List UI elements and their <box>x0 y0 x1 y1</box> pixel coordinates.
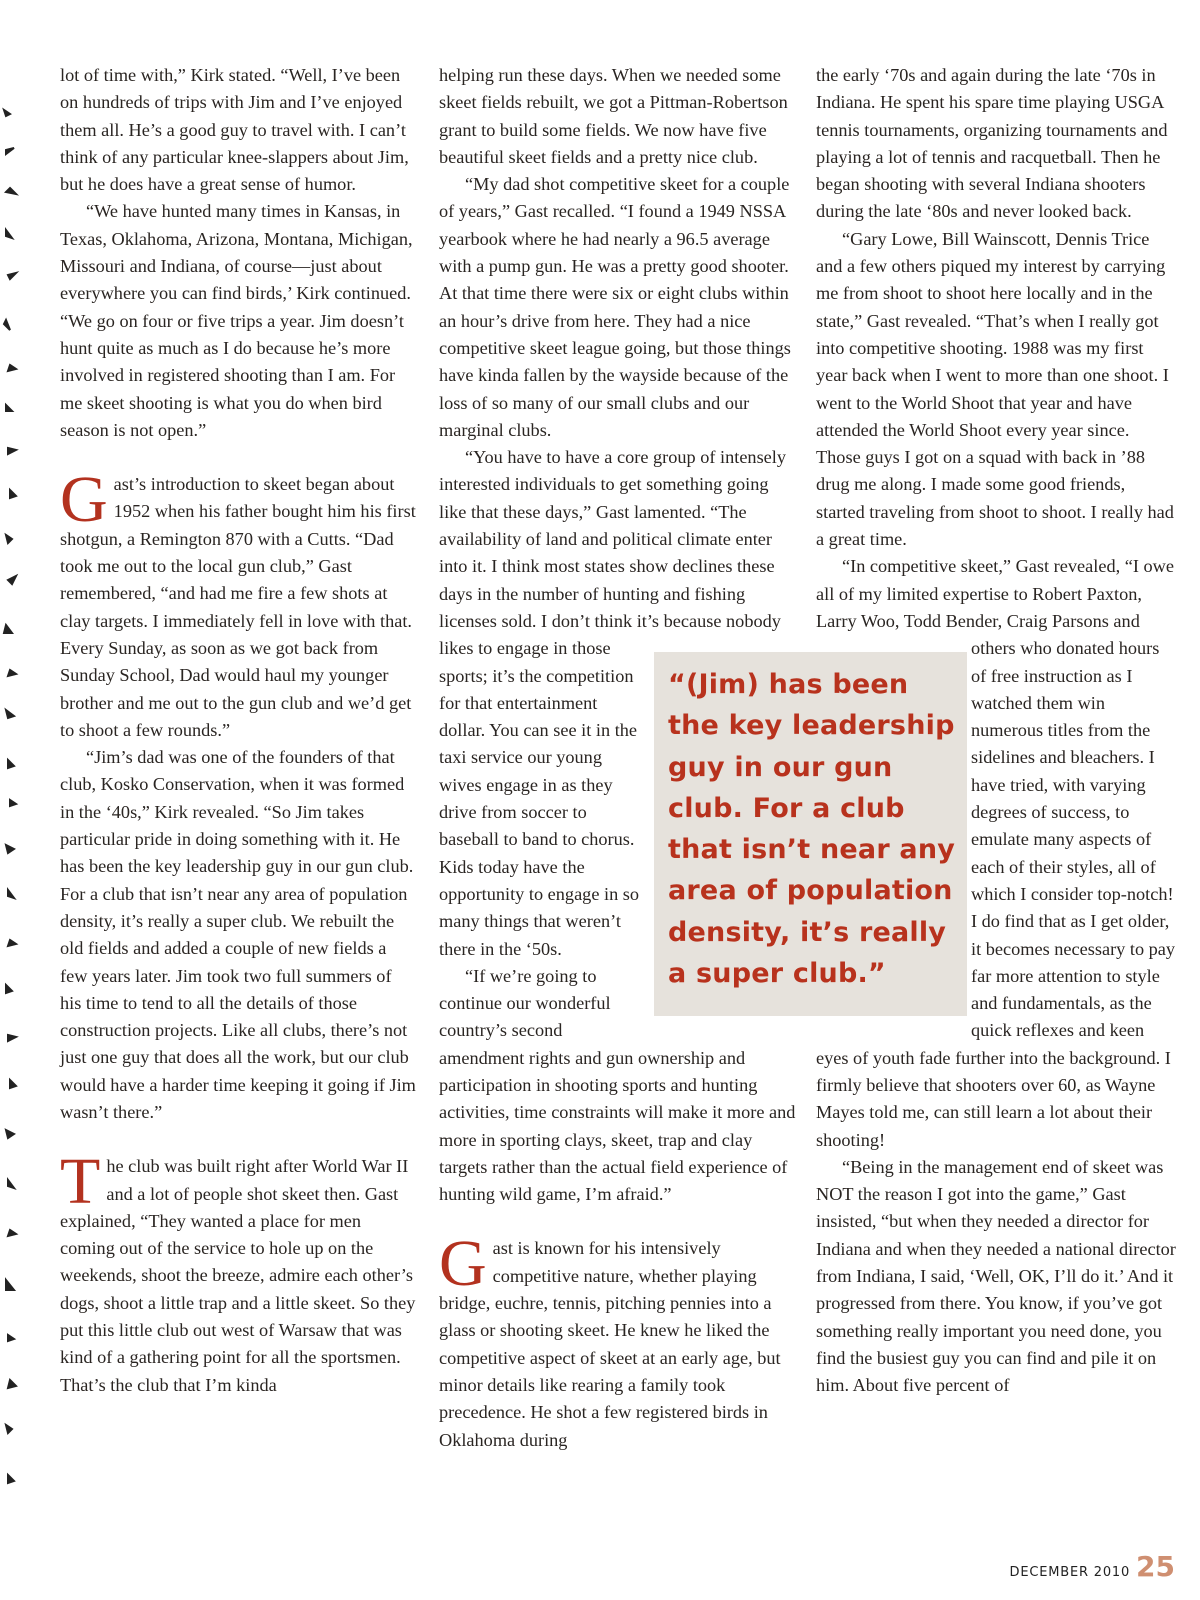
drop-cap: G <box>439 1227 487 1301</box>
col2-paragraph-5-text: ast is known for his intensively competitive nature, whether playing bridge, euchre, tennis, pitching pennies into a glass or shooting skeet. He knew he liked the competitive aspect of skeet at an early age, but minor details like rearing a family took precedence. He shot a few registered birds in Oklahoma during <box>439 1238 781 1450</box>
col2-paragraph-3-text: “You have to have a core group of intensely interested individuals to get something going like that these days,” Gast lamented. “The availability of land and political climate enter into it. I think most states show declines these days in the number of hunting and fishing licenses sold. I don’t think it’s because nobody likes to engage in those sports; it’s the competition for that entertainment dollar. You can see it in the taxi service our young wives engage in as they drive from soccer to baseball to band to chorus. Kids today have the opportunity to engage in so many things that weren’t there in the ‘50s. <box>439 447 787 959</box>
page-footer <box>1010 1550 1175 1583</box>
margin-marks-graphic <box>0 80 24 1540</box>
section-gap <box>60 1126 416 1153</box>
col2-paragraph-4: “If we’re going to continue our wonderful country’s second amendment rights and gun ownership and participation in shooting sports and hunting activities, time constraints will make it more and more in sporting clays, skeet, trap and clay targets rather than the actual field experience of hunting wild game, I’m afraid.” <box>439 965 796 1205</box>
section-gap <box>60 444 416 471</box>
col3-paragraph-2: “Gary Lowe, Bill Wainscott, Dennis Trice and a few others piqued my interest by carrying me from shoot to shoot here locally and in the state,” Gast revealed. “That’s when I really got into competitive shooting. 1988 was my first year back when I went to more than one shoot. I went to the World Shoot that year and have attended the World Shoot every year since. Those guys I got on a squad with back in ’88 drug me along. I made some good friends, started traveling from shoot to shoot. I really had a great time. <box>816 228 1174 550</box>
col1-paragraph-5 <box>60 1145 416 1399</box>
col1-paragraph-3-text: ast’s introduction to skeet began about 1952 when his father bought him his first shotgun, a Remington 870 with a Cutts. “Dad took me out to the local gun club,” Gast remembered, “and had me fire a few shots at clay targets. I immediately fell in love with that. Every Sunday, as soon as we got back from Sunday School, Dad would haul my younger brother and me out to the gun club and we’d get to shoot a few rounds.” <box>60 474 416 740</box>
col2-paragraph-1: helping run these days. When we needed some skeet fields rebuilt, we got a Pittman-Robertson grant to build some fields. We now have five beautiful skeet fields and a pretty nice club. <box>439 65 788 167</box>
col3-paragraph-1: the early ‘70s and again during the late ‘70s in Indiana. He spent his spare time playing USGA tennis tournaments, organizing tournaments and playing a lot of tennis and racquetball. Then he began shooting with several Indiana shooters during the late ‘80s and never looked back. <box>816 65 1168 222</box>
col3-paragraph-3-text: “In competitive skeet,” Gast revealed, “I owe all of my limited expertise to Robert Paxton, Larry Woo, Todd Bender, Craig Parsons and others who donated hours of free instruction as I watched them win numerous titles from the sidelines and bleachers. I have tried, with varying degrees of success, to emulate many aspects of each of their styles, all of which I consider top-notch! I do find that as I get older, it becomes necessary to pay far more attention to style and fundamentals, as the quick reflexes and keen eyes of youth fade further into the background. I firmly believe that shooters over 60, as Wayne Mayes told me, can still learn a lot about their shooting! <box>816 556 1176 1150</box>
issue-date: DECEMBER 2010 <box>1009 1565 1131 1580</box>
col1-paragraph-4: “Jim’s dad was one of the founders of that club, Kosko Conservation, when it was formed in the ‘40s,” Kirk revealed. “So Jim takes particular pride in doing something with it. He has been the key leadership guy in our gun club. For a club that isn’t near any area of population density, it’s really a super club. We rebuilt the old fields and added a couple of new fields a few years later. Jim took two full summers of his time to tend to all the details of those construction projects. Like all clubs, there’s not just one guy that does all the work, but our club would have a harder time keeping it going if Jim wasn’t there.” <box>60 747 416 1122</box>
col2-paragraph-5 <box>439 1227 797 1453</box>
drop-cap: G <box>60 463 108 537</box>
col1-paragraph-1: lot of time with,” Kirk stated. “Well, I’ve been on hundreds of trips with Jim and I’ve enjoyed them all. He’s a good guy to travel with. I can’t think of any particular knee-slappers about Jim, but he does have a great sense of humor. <box>60 65 409 195</box>
col1-paragraph-5-text: he club was built right after World War II and a lot of people shot skeet then. Gast explained, “They wanted a place for men coming out of the service to hole up on the weekends, shoot the breeze, admire each other’s dogs, shoot a little trap and a little skeet. So they put this little club out west of Warsaw that was kind of a gathering point for all the sportsmen. That’s the club that I’m kinda <box>60 1156 416 1395</box>
section-gap <box>439 1208 797 1235</box>
drop-cap: T <box>60 1145 101 1219</box>
col3-paragraph-4: “Being in the management end of skeet was NOT the reason I got into the game,” Gast insisted, “but when they needed a director for Indiana and when they needed a national director from Indiana, I said, ‘Well, OK, I’ll do it.’ And it progressed from there. You know, if you’ve got something really important you need done, you find the busiest guy you can find and pile it on him. About five percent of <box>816 1156 1176 1396</box>
col1-paragraph-3 <box>60 463 416 744</box>
binding-margin-marks <box>0 80 24 1540</box>
article-column-1 <box>60 62 416 1399</box>
col1-paragraph-2: “We have hunted many times in Kansas, in Texas, Oklahoma, Arizona, Montana, Michigan, Missouri and Indiana, of course—just about everywhere you can find birds,’ Kirk continued. “We go on four or five trips a year. Jim doesn’t hunt quite as much as I do because he’s more involved in registered shooting than I am. For me skeet shooting is what you do when bird season is not open.” <box>60 201 413 440</box>
pull-quote: “(Jim) has been the key leadership guy in our gun club. For a club that isn’t near any area of population density, it’s really a super club.” <box>668 669 956 990</box>
col2-paragraph-2: “My dad shot competitive skeet for a couple of years,” Gast recalled. “I found a 1949 NSSA yearbook where he had nearly a 96.5 average with a pump gun. He was a pretty good shooter. At that time there were six or eight clubs within an hour’s drive from here. They had a nice competitive skeet league going, but those things have kinda fallen by the wayside because of the loss of so many of our small clubs and our marginal clubs. <box>439 174 791 440</box>
page-number: 25 <box>1136 1550 1175 1583</box>
